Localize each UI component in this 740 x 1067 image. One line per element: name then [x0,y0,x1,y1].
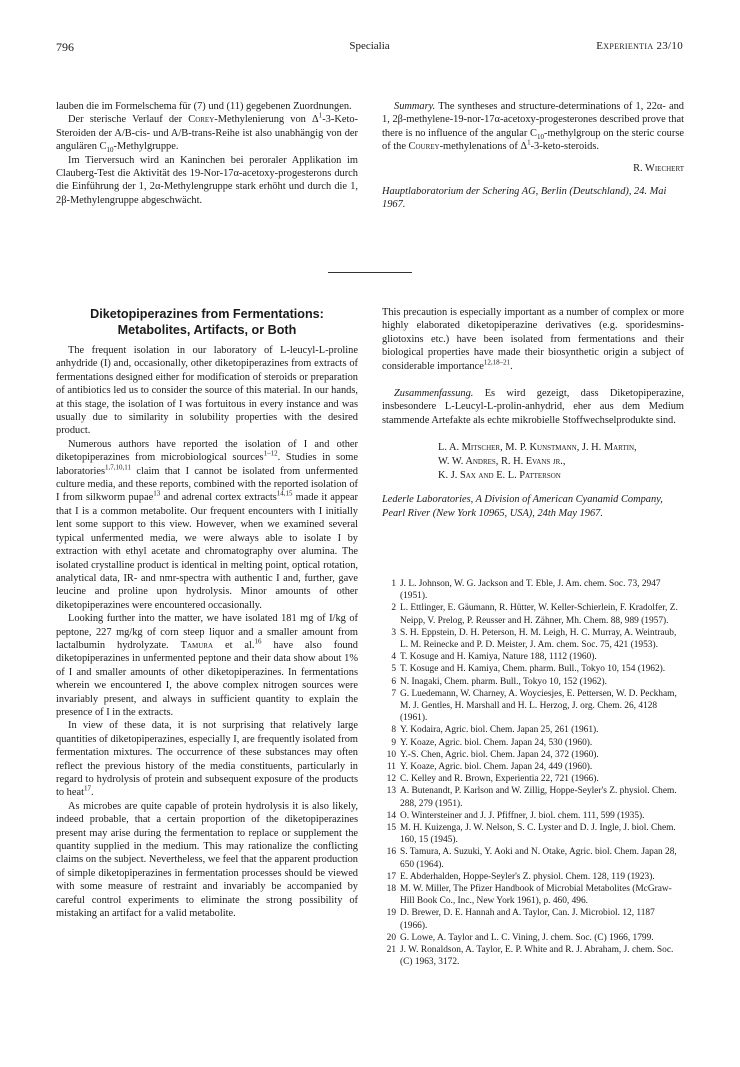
reference-item: 7 G. Luedemann, W. Charney, A. Woyciesjes, E. Pettersen, W. D. Peckham, M. J. Gentles, H. Marshall and H. L. Herzog, J. org. Chem. 26, 4128 (1961). [391,688,677,724]
paragraph: The frequent isolation in our laboratory of L-leucyl-L-proline anhydride (I) and, occasionally, other diketopiperazines from extracts of fermentations designed either for modification of steroids or preparation of antibiotics led us to consider the source of this material. In our hands, at this stage, the isolation of I was fortuitous in every instance and was usually due to similarity in solubility properties with the desired product. [56,345,358,437]
previous-article-left [56,100,358,207]
reference-item: 10 Y.-S. Chen, Agric. biol. Chem. Japan 24, 372 (1960). [386,749,599,760]
paragraph: In view of these data, it is not surprising that relatively large quantities of diketopiperazines, especially I, are frequently isolated from fermentation mixtures. The occurrence of these substances may often reflect the previous history of the media constituents, particularly in regard to hydrolysis of protein and subsequent exposure of the products to heat$^{17}$. [56,720,358,799]
paragraph: Im Tierversuch wird an Kaninchen bei peroraler Applikation im Clauberg-Test die Aktivität des 19-Nor-17α-acetoxy-progesterons durch die Einführung der 1, 2α-Methylengruppe stark erhöht und durch die 1, 2β-Methylengruppe abgeschwächt. [56,154,358,206]
reference-item: 3 S. H. Eppstein, D. H. Peterson, H. M. Leigh, H. C. Murray, A. Weintraub, L. M. Reinecke and P. D. Meister, J. Am. chem. Soc. 75, 421 (1953). [391,627,677,651]
article-authors: L. A. Mitscher, M. P. Kunstmann, J. H. Martin, W. W. Andres, R. H. Evans jr., K. J. Sax and E. L. Patterson [438,442,637,482]
article-left-column [56,306,358,920]
reference-item: 14 O. Wintersteiner and J. J. Pfiffner, J. biol. chem. 111, 599 (1935). [386,810,645,821]
reference-item: 20 G. Lowe, A. Taylor and L. C. Vining, J. chem. Soc. (C) 1966, 1799. [386,932,654,943]
paragraph: Looking further into the matter, we have isolated 181 mg of I/kg of peptone, 227 mg/kg of corn steep liquor and a smaller amount from lactalbumin hydrolyzate. Tamura et al.$^{16}$ have also found diketopiperazines in unfermented peptone and their data show about 1% of I and smaller amounts of other diketopiperazines. In fermentations wherein we encountered I, the above complex nitrogen sources were invariably present, and always in sufficient quantity to explain the presence of I in the extracts. [56,613,358,718]
paragraph: lauben die im Formelschema für (7) und (11) gegebenen Zuordnungen. [56,101,352,112]
references-list [382,578,684,969]
previous-article-right [382,100,684,212]
zusammenfassung: Zusammenfassung. Es wird gezeigt, dass Diketopiperazine, insbesondere L-Leucyl-L-prolin-anhydrid, eher aus dem Medium stammende Artefakte als echte mikrobielle Stoffwechselprodukte sind. [382,388,684,426]
journal-name: Experientia 23/10 [596,40,683,52]
reference-item: 17 E. Abderhalden, Hoppe-Seyler's Z. physiol. Chem. 128, 119 (1923). [386,871,655,882]
reference-item: 21 J. W. Ronaldson, A. Taylor, E. P. White and R. J. Abraham, J. chem. Soc. (C) 1963, 3172. [386,945,674,968]
paragraph: This precaution is especially important as a number of complex or more highly elaborated diketopiperazine derivatives (e.g. sporidesmins-gliotoxins etc.) have been isolated from fermentations and their biological properties have made their biosynthetic origin a subject of considerable importance$^{12,18-21}$. [382,307,684,372]
summary-label: Summary. [394,101,436,112]
reference-item: 18 M. W. Miller, The Pfizer Handbook of Microbial Metabolites (McGraw-Hill Book Co., Inc., New York 1961), p. 460, 496. [386,884,672,907]
reference-item: 1 J. L. Johnson, W. G. Jackson and T. Eble, J. Am. chem. Soc. 73, 2947 (1951). [391,579,661,602]
article-divider [328,272,412,273]
reference-item: 9 Y. Koaze, Agric. biol. Chem. Japan 24, 530 (1960). [391,737,593,748]
reference-item: 13 A. Butenandt, P. Karlson and W. Zillig, Hoppe-Seyler's Z. physiol. Chem. 288, 279 (1951). [386,786,677,809]
author-name: Corey [188,114,215,126]
reference-item: 5 T. Kosuge and H. Kamiya, Chem. pharm. Bull., Tokyo 10, 154 (1962). [391,664,666,675]
reference-item: 19 D. Brewer, D. E. Hannah and A. Taylor, Can. J. Microbiol. 12, 1187 (1966). [386,908,655,931]
reference-item: 16 S. Tamura, A. Suzuki, Y. Aoki and N. Otake, Agric. biol. Chem. Japan 28, 650 (1964). [386,847,677,870]
section-title: Specialia [349,40,390,52]
reference-item: 11 Y. Koaze, Agric. biol. Chem. Japan 24, 449 (1960). [386,762,593,773]
affiliation: Hauptlaboratorium der Schering AG, Berlin (Deutschland), 24. Mai 1967. [382,186,667,211]
reference-item: 6 N. Inagaki, Chem. pharm. Bull., Tokyo 10, 152 (1962). [391,676,607,687]
paragraph: Numerous authors have reported the isolation of I and other diketopiperazines from microbiological sources$^{1-12}$. Studies in some laboratories$^{1,7,10,11}$ claim that I cannot be isolated from unfermented culture media, and these reports, combined with the reported isolation of I from silkworm pupae$^{13}$ and adrenal cortex extracts$^{14,15}$ made it appear that I is a common metabolite. Our frequent encounters with I initially lent some support to this view. However, when we examined several typical unfermented media, we were always able to isolate I by extraction with ethyl acetate and chromatography over alumina. The isolated crystalline product is identical in melting point, optical rotation, analytical data, IR- and nmr-spectra with authentic I and, further, gave leucine and proline upon hydrolysis. Minor amounts of other diketopiperazines were encountered occasionally. [56,438,358,611]
page-header [56,40,683,58]
summary-paragraph: Summary. The syntheses and structure-determinations of 1, 22α- and 1, 2β-methylene-19-nor-17α-acetoxy-progesterones described prove that there is no influence of the angular $C_{10}$-methylgroup on the steric course of the Courey-methylenations of $\Delta^1-3-keto$-steroids. [382,101,684,153]
reference-item: 12 C. Kelley and R. Brown, Experientia 22, 721 (1966). [386,774,599,785]
article-title: Diketopiperazines from Fermentations: Metabolites, Artifacts, or Both [90,307,324,337]
page-number: 796 [56,40,74,54]
reference-item: 2 L. Ettlinger, E. Gäumann, R. Hütter, W. Keller-Schierlein, F. Kradolfer, Z. Neipp, V. Prelog, P. Reusser and H. Zähner, Mh. Chem. 88, 989 (1957). [391,603,678,626]
paragraph: As microbes are quite capable of protein hydrolysis it is also likely, indeed probable, that a certain proportion of the diketopiperazines present may arise during the fermentation to replace or supplement the quantity supplied in the medium. This may rationalize the conflicting claims on the subject. Nevertheless, we feel that the apparent production of simple diketopiperazines in fermentation processes should be viewed with some measure of restraint and invariably be accompanied by careful control experiments to eliminate the strong possibility of mistaking an artifact for a valid metabolite. [56,800,358,920]
reference-item: 15 M. H. Kuizenga, J. W. Nelson, S. C. Lyster and D. J. Ingle, J. biol. Chem. 160, 15 (1945). [386,823,676,846]
paragraph: Der sterische Verlauf der Corey-Methylenierung von $\Delta^1-3-Keto$-Steroiden der A/B-cis- und A/B-trans-Reihe ist also unabhängig von der angulären $C_{10}$-Methylgruppe. [56,111,358,155]
article-affiliation: Lederle Laboratories, A Division of American Cyanamid Company, Pearl River (New York 10965, USA), 24th May 1967. [382,494,663,519]
author-line: R. Wiechert [633,162,684,174]
reference-item: 8 Y. Kodaira, Agric. biol. Chem. Japan 25, 261 (1961). [391,725,599,736]
reference-item: 4 T. Kosuge and H. Kamiya, Nature 188, 1112 (1960). [391,652,597,663]
article-right-column [382,306,684,520]
